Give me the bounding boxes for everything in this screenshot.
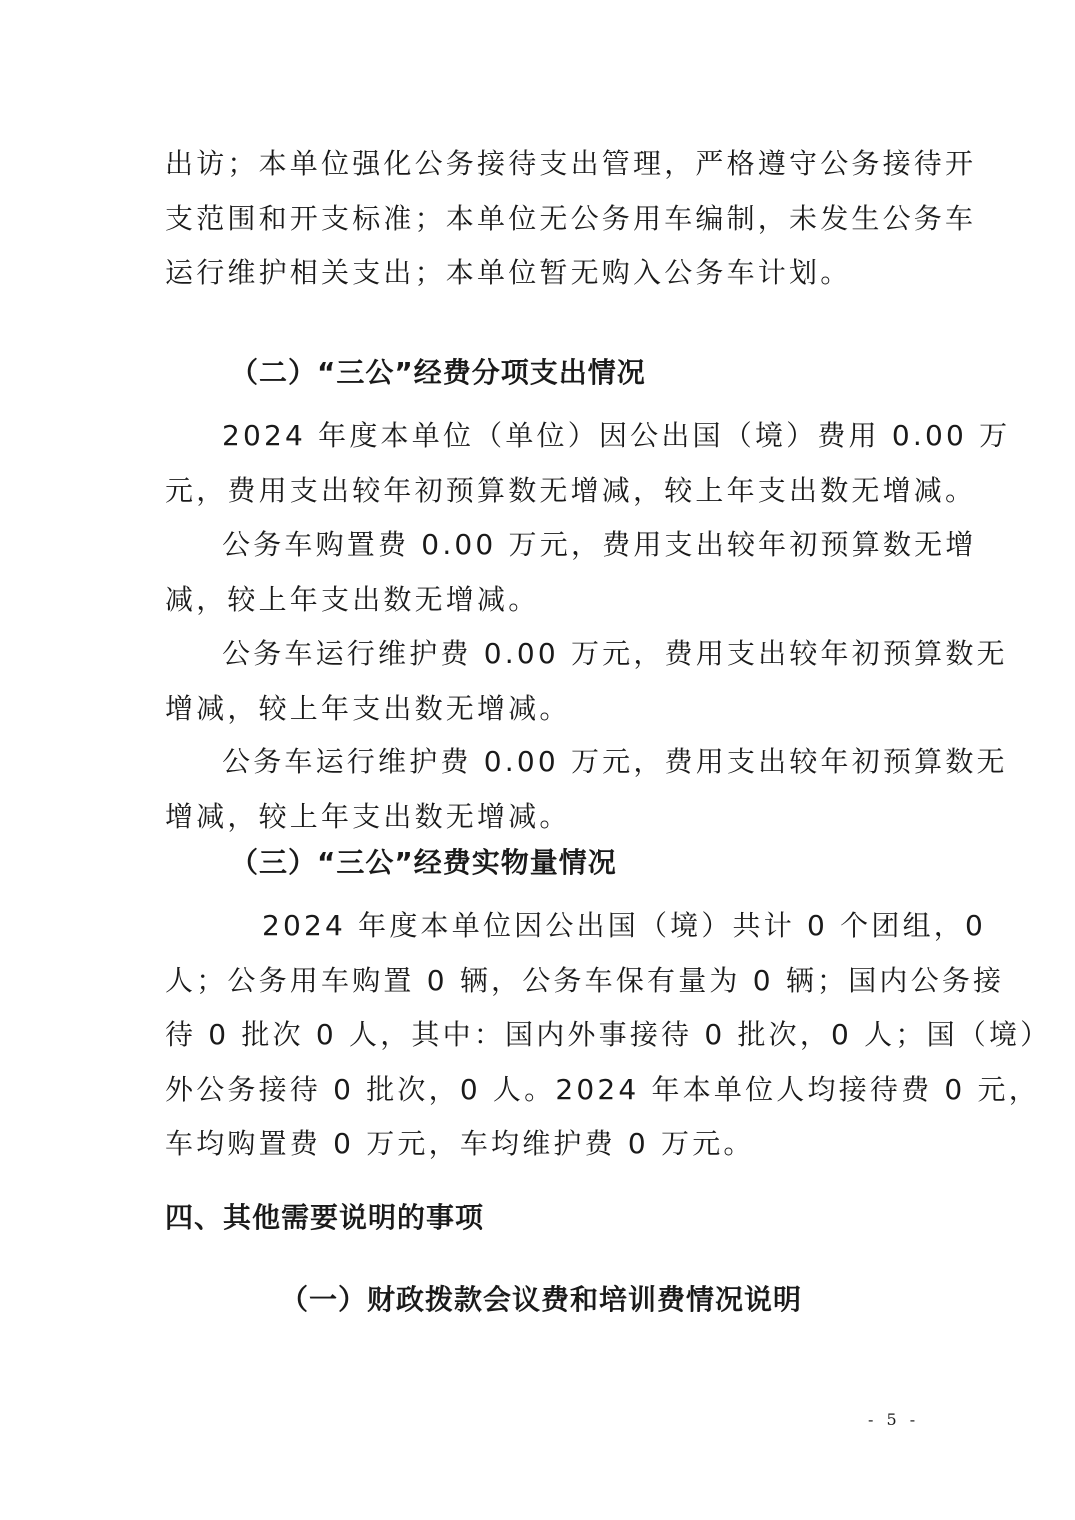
page-number: - 5 - <box>868 1410 920 1429</box>
paragraph-line: 增减，较上年支出数无增减。 <box>165 692 571 725</box>
paragraph-line: 人；公务用车购置 0 辆，公务车保有量为 0 辆；国内公务接 <box>165 964 1005 997</box>
paragraph-line: 待 0 批次 0 人，其中：国内外事接待 0 批次，0 人；国（境） <box>165 1018 1052 1051</box>
section-heading-4: 四、其他需要说明的事项 <box>165 1201 485 1234</box>
paragraph-line: 运行维护相关支出；本单位暂无购入公务车计划。 <box>165 256 852 289</box>
paragraph-line: 元，费用支出较年初预算数无增减，较上年支出数无增减。 <box>165 474 977 507</box>
paragraph-line: 支范围和开支标准；本单位无公务用车编制，未发生公务车 <box>165 202 977 235</box>
paragraph-line: 公务车运行维护费 0.00 万元，费用支出较年初预算数无 <box>222 637 1008 670</box>
paragraph-line: 外公务接待 0 批次，0 人。2024 年本单位人均接待费 0 元， <box>165 1073 1040 1106</box>
paragraph-line: 车均购置费 0 万元，车均维护费 0 万元。 <box>165 1127 755 1160</box>
paragraph-line: 公务车购置费 0.00 万元，费用支出较年初预算数无增 <box>222 528 977 561</box>
paragraph-line: 2024 年度本单位因公出国（境）共计 0 个团组，0 <box>262 909 986 942</box>
subsection-heading-4-1: （一）财政拨款会议费和培训费情况说明 <box>280 1283 803 1316</box>
paragraph-line: 增减，较上年支出数无增减。 <box>165 800 571 833</box>
paragraph-line: 减，较上年支出数无增减。 <box>165 583 540 616</box>
section-heading-2: （二）“三公”经费分项支出情况 <box>230 356 646 389</box>
section-heading-3: （三）“三公”经费实物量情况 <box>230 846 617 879</box>
paragraph-line: 公务车运行维护费 0.00 万元，费用支出较年初预算数无 <box>222 745 1008 778</box>
paragraph-line: 2024 年度本单位（单位）因公出国（境）费用 0.00 万 <box>222 419 1011 452</box>
paragraph-line: 出访；本单位强化公务接待支出管理，严格遵守公务接待开 <box>165 147 977 180</box>
